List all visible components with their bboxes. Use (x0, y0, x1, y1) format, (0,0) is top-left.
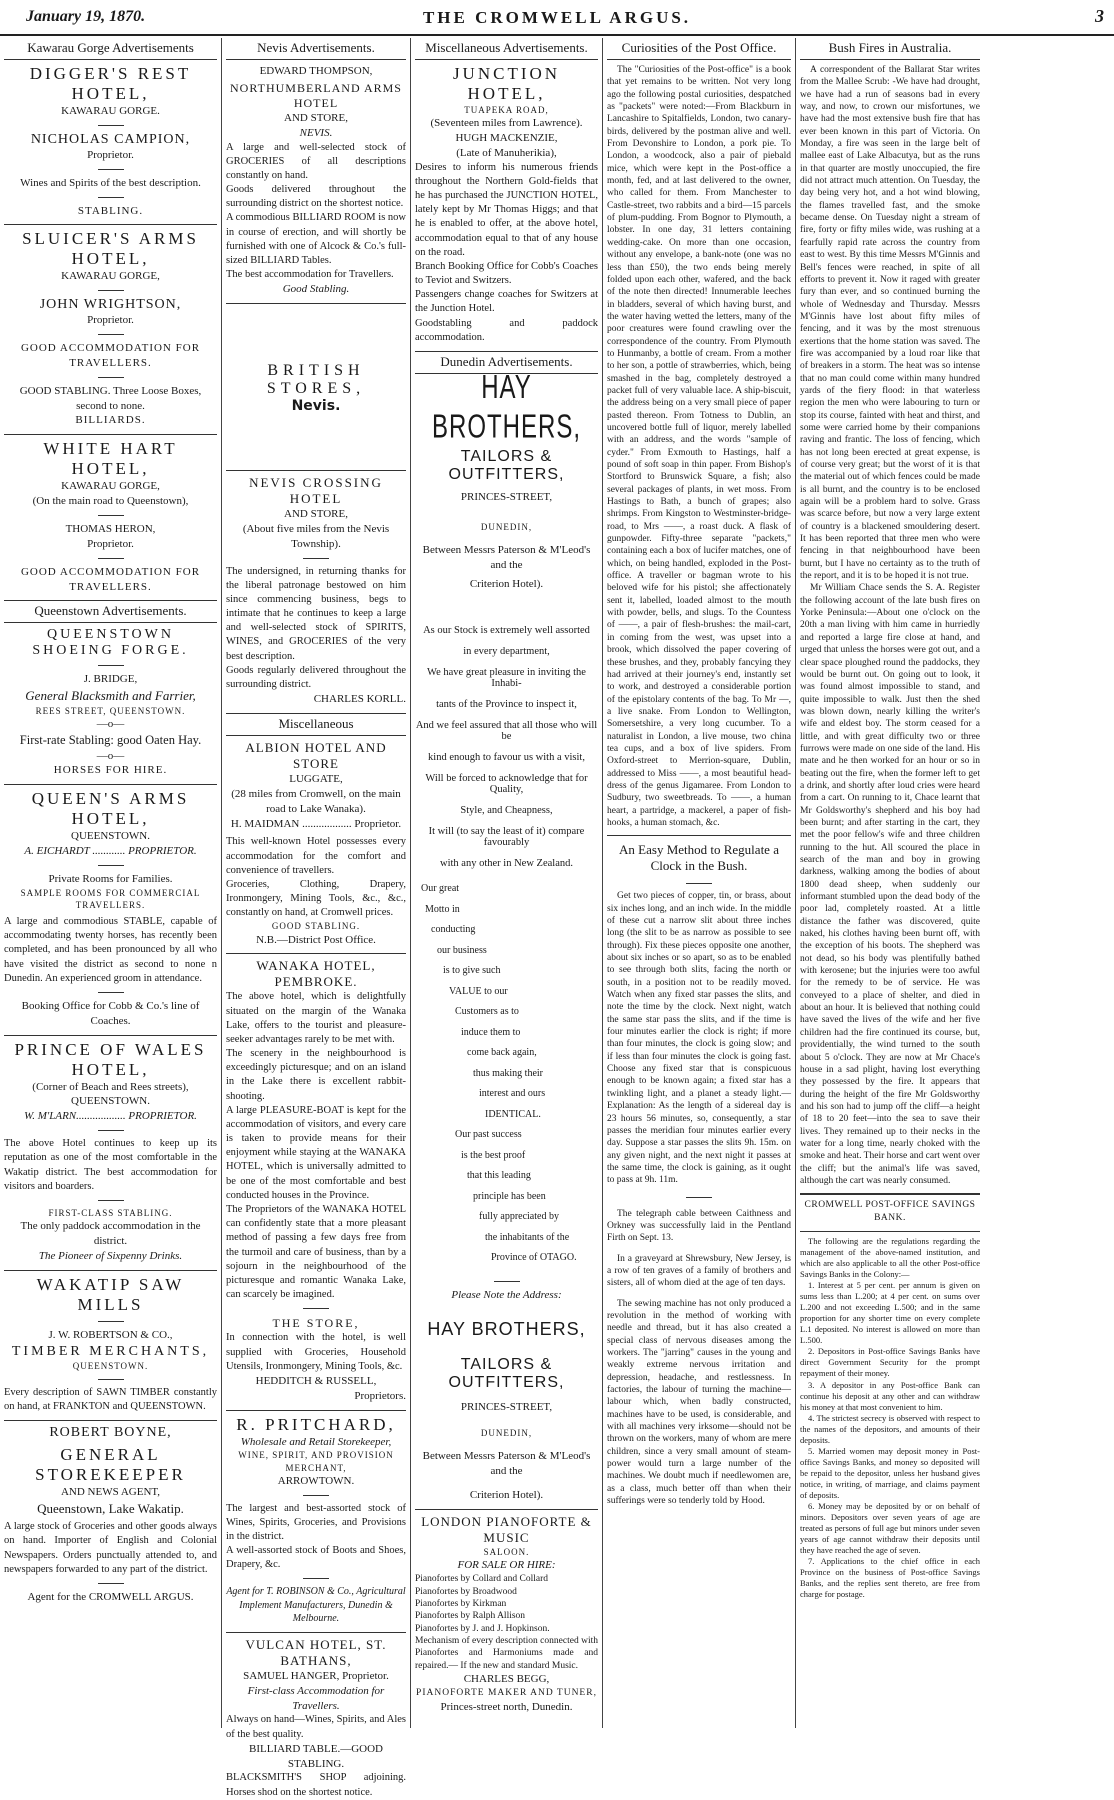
ad-subtitle: AND STORE, (284, 111, 348, 124)
ad-body: Desires to inform his numerous friends throughout the Northern Gold-fields that he has purchased the JUNCTION HOTEL, lately kept by Mr Thomas Higgs; and that he is enabled to offer, at the above hotel, accommodation equal to that of any house on the road. (415, 161, 598, 258)
motto-line: induce them to (461, 1026, 521, 1038)
ad-body: A large and well-selected stock of GROCERIES of all descriptions constantly on hand. (226, 141, 406, 181)
ad-body: Goods delivered throughout the surrounding district on the shortest notice. (226, 184, 406, 210)
ad-role: Proprietor. (87, 537, 134, 550)
ad-body: Always on hand—Wines, Spirits, and Ales of the best quality. (226, 1714, 406, 1740)
ad-line: We have great pleasure in inviting the Inhabi- (427, 667, 586, 690)
ad-title: HAY BROTHERS, (427, 1318, 586, 1339)
ad-title: JUNCTION HOTEL, (452, 64, 561, 103)
section-heading: Miscellaneous Advertisements. (415, 38, 598, 60)
ad-title: ALBION HOTEL AND STORE (245, 740, 387, 772)
ad-footer: HORSES FOR HIRE. (53, 764, 168, 777)
ad-title: LONDON PIANOFORTE & MUSIC (421, 1514, 592, 1546)
article-body: The "Curiosities of the Post-office" is a book that yet remains to be written. Not very long ago the following postal curiosities, despatched as "packets" were noted:—From Blackburn in Lancashire to Spitalfields, London, two canary-birds, delivered by the postman alive and well. From Devonshire to London, a pork pie. To London, a woodcock, also a pair of piebald mice, which were kept in the Post-office a month, fed, and at last delivered to the owner, who called for them. From Manchester to Castle-street, two rabbits and a bird—15 parcels of plum-pudding. From Bognor to Plymouth, a lobster. In one day, 31 letters containing wedding-cake. On more than one occasion, without any envelope, a bank-note (one was no less than £50), the two ends being merely folded upon each other, wafered, and the back of the note then directed! Innumerable leeches in bladders, several of which having burst, and the water having wetted the letters, many of the poor creatures were found crawling over the correspondence of the country. From Plymouth to Hunmanby, a bottle of cream. From a mother to her son, a pottle of strawberries, which, being smashed in the bag, completely destroyed a packet full of very valuable lace. A ship-biscuit, the address being on a very small piece of paper pasted thereon. From Totness to Dublin, an uncovered bottle full of liquor, merely labelled with an address, and the words "sample of cyder." From Exmouth to Hastings, half a pound of soft soap in thin paper. From Bishop's Stortford to Brunswick Square, a fish; also several packages of plants, in wet moss. From Hastings to Bath, a bunch of grapes; also shrimps. From Kingston to Westminster-bridge-road, to Mrs ——, a roast duck. A flask of gunpowder. Fifty-three separate "packets," containing each a box of lucifer matches, one of which, on being handled, exploded in the Post-office. A traveller or bagman wrote to his beloved wife for his pistol; she affectionately sent it, labelled, loaded almost to the mouth with powder, bells, and slugs. To the Countess of ——, a pair of flesh-brushes: the mail-cart, in coming from the west, was upset into a brook, which dissolved the paper covering of these brushes, and they, probably fancying they had arrived at their journey's end, instantly set to work, and destroyed a considerable portion of the epistolary contents of the bag. To Mr —, a live snake. From London to Wellington, Somersetshire, a very long cucumber. To a naturalist in London, a live mouse, two china tea cups, and a box of live spiders. From Oxford-street to Merrion-square, Dublin, addressed to Miss ——, a most beautiful head-dress of the genus Jigamaree. From London to Sudbury, two sweetbreads. To ——, a human heart, a partridge, a mackerel, a paper of fish-hooks, a human stomach, &c. (607, 65, 791, 828)
ad-text: Private Rooms for Families. (48, 872, 173, 885)
motto-line: VALUE to our (449, 985, 508, 997)
ad-subtitle: (Seventeen miles from Lawrence). (430, 117, 583, 130)
ad-line: Style, and Cheapness, (460, 805, 553, 817)
ad-location: KAWARAU GORGE, (61, 270, 160, 283)
ad-text: GOOD STABLING. Three Loose Boxes, second to none. (19, 384, 202, 412)
ad-text: GOOD ACCOMMODATION FOR TRAVELLERS. (20, 342, 201, 369)
ad-northumberland-arms (226, 64, 406, 297)
ad-proprietor: W. M'LARN.................. PROPRIETOR. (24, 1110, 197, 1123)
ad-albion-hotel (226, 740, 406, 947)
ad-line: kind enough to favour us with a visit, (428, 752, 585, 764)
ad-line: As our Stock is extremely well assorted (423, 625, 590, 637)
ad-location: REES STREET, QUEENSTOWN. (35, 705, 186, 716)
ad-proprietor: HUGH MACKENZIE, (455, 131, 558, 144)
motto-line: IDENTICAL. (485, 1108, 541, 1120)
ad-body: The scenery in the neighbourhood is exceedingly picturesque; and on an island in the Lake there is excellent rabbit-shooting. (226, 1048, 406, 1102)
ad-location: Criterion Hotel). (469, 577, 544, 590)
ad-proprietor: EDWARD THOMPSON, (259, 65, 373, 77)
ad-location: KAWARAU GORGE. (61, 105, 160, 117)
ad-title: NORTHUMBERLAND ARMS HOTEL (230, 80, 402, 110)
ad-body: In connection with the hotel, is well supplied with Groceries, Household Utensils, Ironmongery, Mining Tools, &c. (226, 1332, 406, 1372)
ad-title: WHITE HART HOTEL, (43, 439, 178, 479)
ad-text: SAMPLE ROOMS FOR COMMERCIAL TRAVELLERS. (20, 887, 201, 910)
ad-location: Queenstown, Lake Wakatip. (37, 1500, 184, 1516)
ad-prince-of-wales (4, 1040, 217, 1264)
ad-title: GENERAL STOREKEEPER (35, 1444, 186, 1484)
ad-location: DUNEDIN, (480, 521, 533, 532)
ad-body: Passengers change coaches for Switzers at the Junction Hotel. (415, 289, 598, 315)
ad-location: NEVIS. (299, 126, 333, 139)
motto-line: that this leading (467, 1170, 531, 1182)
column-kawarau-queenstown (0, 38, 221, 1728)
article-body: The sewing machine has not only produced a revolution in the method of working with needle and thread, but it has also created a special class of nervous diseases among the workers. The "jarring" causes in the young and weakly extreme nervous irritation and depression, headache, and restlessness. In factories, the labour of turning the machine—labour which, when badly constructed, machines have to be used, is considerable, and with all machines very irksome—should not be thrown on the workers, many of whom are mere children, since a very small amount of steam-power would turn a large number of the machines. We doubt much if needlewomen are, as a class, much better off than when their sufferings were so tenderly told by Hood. (607, 1298, 791, 1507)
ad-location: DUNEDIN, (480, 1427, 533, 1438)
column-nevis-misc (222, 38, 410, 1798)
motto-line: Customers as to (455, 1006, 519, 1018)
ad-body: BLACKSMITH'S SHOP adjoining. Horses shod on the shortest notice. (226, 1772, 406, 1798)
newspaper-title: THE CROMWELL ARGUS. (422, 8, 692, 27)
ad-proprietor: A. EICHARDT ............ PROPRIETOR. (24, 845, 197, 858)
ad-footer: Agent for the CROMWELL ARGUS. (27, 1590, 194, 1603)
hay-brothers-pitch (415, 625, 598, 869)
ad-title: R. PRITCHARD, (236, 1414, 396, 1434)
section-heading: Dunedin Advertisements. (415, 351, 598, 374)
ad-title: PRINCE OF WALES HOTEL, (14, 1039, 207, 1079)
ad-location: QUEENSTOWN. (71, 1095, 150, 1108)
motto-line: conducting (431, 924, 476, 936)
ad-proprietor: CHARLES BEGG, (463, 1673, 550, 1686)
article-body: Mr William Chace sends the S. A. Register the following account of the late bush fires on Yorke Peninsula:—About one o'clock on the 20th a man living with him came in hurriedly and reported a large fire close at hand, and urged that unless the horses were got out, and a clear space ploughed round the paddocks, they would be burnt out. On going out to look, it was found almost impossible to stand, and quite impossible to walk. Just then the shed was blown down, nearly killing the writer's wife and eldest boy. The storm ceased for a little, and with great difficulty two or three furrows were made on one side of the land. His mate and he then worked for an hour or so in beating out the fire, when the former left to get a drink, and shortly after loud cries were heard from a cart. On running to it, Chace learnt that Mr Goldsworthy's shepherd and his boy had been burnt; and after starting in the cart, they met the poor fellow's wife and three children running to the hut. All scoured the place in search of the man and boy in growing darkness, walking among the bodies of about 1800 dead sheep, when suddenly our informant stumbled upon the dead body of the poor lad, completely roasted. At a little distance the father was discovered, quite naked, his clothes having been burnt off, with the exception of his boots. The shepherd was not dead, so his body was plentifully bathed with kerosene; but the injuries were too awful for the remedy to be of service. He was conveyed to a place of shelter, and died in about an hour. It is believed that nothing could have saved the lives of the wife and her five children had the fire continued its course, but, providentially, the wind turned to the south about 5 o'clock. They are now at Mr Chace's house in a sad plight, having lost everything they possessed by the fire. It appears that during the height of the fire Mr Goldsworthy and his son had to jump off the cliff—a height of 18 to 20 feet—into the sea to save their lives. They remained up to their necks in the water for a long time, nearly choked with the smoke and heat. Their horse and cart went over the cliff; but the animal's life was saved, although the cart was nearly consumed. (800, 583, 980, 1186)
ad-proprietor: ROBERT BOYNE, (49, 1424, 172, 1440)
regulation-item: 5. Married women may deposit money in Post-office Savings Banks, and money so deposited will be repaid to the depositor, unless her husband gives notice, in writing, of marriage, and claims payment of deposits. (800, 1445, 980, 1500)
ad-line: tants of the Province to inspect it, (436, 699, 577, 711)
ad-location: Princes-street north, Dunedin. (440, 1700, 573, 1713)
ad-separator: —o— (96, 749, 125, 762)
ad-london-pianoforte (415, 1514, 598, 1714)
column-bush-fires (796, 38, 984, 1728)
motto-line: is the best proof (461, 1149, 526, 1161)
ad-subtitle: AND NEWS AGENT, (60, 1485, 161, 1498)
ad-footer: BILLIARDS. (75, 414, 146, 427)
ad-title: WANAKA HOTEL, PEMBROKE. (256, 958, 376, 990)
ad-signature: CHARLES KORLL. (313, 693, 406, 706)
motto-line: Motto in (425, 903, 460, 915)
regulation-item: 4. The strictest secrecy is observed with respect to the names of the depositors, and amounts of their deposits. (800, 1412, 980, 1445)
ad-body: A commodious BILLIARD ROOM is now in course of erection, and will shortly be furnished with one of Alcock & Co.'s full-sized BILLIARD Tables. (226, 212, 406, 266)
section-heading: Queenstown Advertisements. (4, 600, 217, 623)
section-heading: Kawarau Gorge Advertisements (4, 38, 217, 60)
ad-title: SLUICER'S ARMS HOTEL, (22, 229, 199, 269)
ad-footer: GOOD ACCOMMODATION FOR TRAVELLERS. (20, 565, 201, 593)
ad-proprietor: THOMAS HERON, (65, 522, 156, 535)
regulation-item: 2. Depositors in Post-office Savings Banks have direct Government Security for the prompt repayment of their money. (800, 1346, 980, 1379)
ad-location: QUEENSTOWN. (71, 830, 150, 843)
ad-body: Goods regularly delivered throughout the surrounding district. (226, 664, 406, 690)
ad-wanaka-hotel (226, 958, 406, 1403)
motto-line: Province of OTAGO. (491, 1252, 577, 1264)
ad-body: The best accommodation for Travellers. (226, 269, 394, 281)
ad-trade: TIMBER MERCHANTS, (11, 1344, 210, 1360)
ad-list-item: Pianofortes by Kirkman (415, 1598, 507, 1609)
ad-footer: Good Stabling. (282, 283, 350, 296)
ad-subtitle: (Late of Manuherikia), (456, 146, 557, 159)
ad-trade: General Blacksmith and Farrier, (25, 688, 196, 704)
article-body: The following are the regulations regarding the management of the above-named institution, and which are also applicable to all the other Post-office Savings Banks in the Colony:— (800, 1235, 980, 1280)
ad-wakatip-saw-mills (4, 1275, 217, 1414)
ad-location: Nevis. (291, 398, 341, 415)
ad-vulcan-hotel (226, 1637, 406, 1800)
ad-footer: Agent for T. ROBINSON & Co., Agricultural Implement Manufacturers, Dunedin & Melbourne. (226, 1586, 406, 1625)
ad-location: ARROWTOWN. (277, 1474, 355, 1487)
article-heading: Curiosities of the Post Office. (607, 38, 791, 60)
section-heading: Nevis Advertisements. (226, 38, 406, 60)
ad-proprietor: H. MAIDMAN .................. Proprietor. (230, 817, 402, 830)
article-heading: CROMWELL POST-OFFICE SAVINGS BANK. (804, 1200, 976, 1224)
ad-location: QUEENSTOWN. (72, 1361, 149, 1372)
motto-line: come back again, (467, 1047, 537, 1059)
motto-line: Our great (421, 883, 460, 895)
ad-shoeing-forge (4, 627, 217, 778)
ad-british-stores (226, 362, 406, 414)
ad-separator: —o— (96, 717, 125, 730)
motto-line: is to give such (443, 965, 501, 977)
ad-pritchard (226, 1415, 406, 1626)
ad-text: BILLIARD TABLE.—GOOD STABLING. (249, 1742, 383, 1770)
ad-body: A large stock of Groceries and other goods always on hand. Importer of English and Colonial Newspapers. Orders punctually attended to, and newspapers forwarded to any part of the district. (4, 1521, 217, 1575)
ad-location: PRINCES-STREET, (460, 1400, 553, 1413)
ad-trade: TAILORS & OUTFITTERS, (448, 1355, 565, 1391)
ad-body: The largest and best-assorted stock of Wines, Spirits, Groceries, and Provisions in the district. (226, 1502, 406, 1542)
ad-subtitle: First-class Accommodation for Travellers. (247, 1684, 385, 1712)
ad-subtitle: (On the main road to Queenstown), (32, 495, 189, 508)
ad-proprietor: J. W. ROBERTSON & CO., (48, 1328, 173, 1341)
ad-trade: TAILORS & OUTFITTERS, (448, 447, 565, 483)
ad-text: GOOD STABLING. (271, 921, 361, 932)
ad-body: Every description of SAWN TIMBER constantly on hand, at FRANKTON and QUEENSTOWN. (4, 1386, 217, 1412)
ad-footer: N.B.—District Post Office. (256, 933, 376, 946)
ad-body: A large and commodious STABLE, capable of accommodating twenty horses, has recently been completed, and has been pronounced by all who have visited the district as second to none n Dunedin. An experienced groom in attendance. (4, 916, 217, 984)
column-curiosities (603, 38, 795, 1728)
ad-location: Between Messrs Paterson & M'Leod's and the (422, 543, 591, 571)
regulation-item: 3. A depositor in any Post-office Bank can continue his deposit at any other and can withdraw his money at that most convenient to him. (800, 1379, 980, 1412)
ad-title: HAY BROTHERS, (431, 368, 581, 446)
article-body: The telegraph cable between Caithness and Orkney was successfully laid in the Pentland Firth on Sept. 13. (607, 1208, 791, 1244)
column-misc-dunedin (411, 38, 602, 1728)
ad-title: BRITISH STORES, (266, 362, 366, 398)
ad-title: WAKATIP SAW MILLS (36, 1274, 185, 1314)
page-number: 3 (1095, 6, 1104, 26)
ad-role: Proprietor. (87, 314, 134, 327)
ad-proprietor: JOHN WRIGHTSON, (39, 297, 182, 313)
ad-subtitle: SALOON. (483, 1547, 530, 1558)
ad-subtitle: (28 miles from Cromwell, on the main road to Lake Wanaka). (231, 787, 401, 815)
ad-list-item: Pianofortes by Collard and Collard (415, 1574, 548, 1585)
ad-location: PRINCES-STREET, (460, 490, 553, 503)
ad-line: It will (to say the least of it) compare favourably (428, 826, 585, 849)
ad-line: in every department, (463, 646, 550, 658)
ad-location: KAWARAU GORGE, (61, 480, 160, 493)
ad-subtitle: WINE, SPIRIT, AND PROVISION MERCHANT, (238, 1450, 394, 1473)
ad-body: Groceries, Clothing, Drapery, Ironmongery, Mining Tools, &c., &c., constantly on hand, at Cromwell prices. (226, 878, 406, 919)
ad-body: The Proprietors of the WANAKA HOTEL can confidently state that a more pleasant method of passing a few days free from the turmoil and care of business, than by a sojourn in the neighbourhood of the picturesque and romantic Wanaka Lake, can scarcely be imagined. (226, 1203, 406, 1301)
ad-title: NEVIS CROSSING HOTEL (249, 475, 383, 507)
ad-text: First-rate Stabling: good Oaten Hay. (19, 732, 202, 747)
regulation-item: 7. Applications to the chief office in each Province on the business of Post-office Savings Banks, and the replies sent thereto, are free from charge for postage. (800, 1556, 980, 1600)
ad-body: A large PLEASURE-BOAT is kept for the accommodation of visitors, and every care is taken to provide means for their enjoyment while staying at the WANAKA HOTEL, which is universally admitted to be one of the most comfortable and best conducted houses in the Province. (226, 1104, 406, 1201)
section-heading: Miscellaneous (226, 713, 406, 736)
ad-footer: The Pioneer of Sixpenny Drinks. (38, 1249, 183, 1262)
ad-list-item: Pianofortes by J. and J. Hopkinson. (415, 1623, 550, 1634)
issue-date: January 19, 1870. (26, 8, 146, 25)
motto-line: fully appreciated by (479, 1211, 559, 1223)
ad-location: TUAPEKA ROAD, (464, 105, 549, 115)
motto-line: interest and ours (479, 1088, 546, 1100)
regulation-item: 6. Money may be deposited by or on behalf of minors. Depositors over seven years of age are treated as persons of full age but minors under seven years of age cannot withdraw their deposits until they have reached the age of seven. (800, 1501, 980, 1556)
ad-text: The only paddock accommodation in the district. (20, 1220, 201, 1247)
motto-line: our business (437, 944, 487, 956)
ad-proprietor: SAMUEL HANGER, Proprietor. (243, 1669, 389, 1682)
motto-line: the inhabitants of the (485, 1231, 570, 1243)
article-body: In a graveyard at Shrewsbury, New Jersey, is a row of ten graves of a family of brothers and sisters, all of whom died at the age of ten days. (607, 1253, 791, 1289)
article-body: A correspondent of the Ballarat Star writes from the Mallee Scrub: -We have had drought, we have had a run of seasons bad in every way, and now, to crown our misfortunes, we have had the most extensive bush fire that has ever been known in this part of Victoria. On Monday, a fire was seen in the large belt of mallee east of Lake Albacutya, but as the runs in that quarter are mostly unoccupied, the fire did not attract much attention. On Tuesday, the day being very hot, and a hot wind blowing, the flames travelled fast, and the smoke became dense. On Tuesday night a stream of fire, forty or fifty miles wide, was rushing at a fearfully rapid rate across the country from east to west. By this time Messrs M'Ginnis and Bell's fences were reached, in spite of all efforts to prevent it. Now it raged with greater fury than ever, and so continued burning the whole of Wednesday and Thursday. Messrs M'Ginnis have lost about fifty miles of fencing, and it was by the most strenuous exertions that the home station was saved. The fire was accompanied by a loud roar like that of breakers in a storm. The heat was so intense that no man could come within many hundred yards of the fiery flood: in that waterless region the men who were labouring to turn or stop its course, fainted with heat and thirst, and some were carried home by their companions raving and frantic. The loss of fencing, which has not long been erected at great expense, is of course very great; but the worst of it is that the material out of which fences could be made is all burnt, and the country is to be enclosed again will be a problem hard to solve. Grass was scarce before, but now a very large extent of country is a blackened smouldering desert. It has been reported that three men who were fencing in that neighbourhood have been burnt, but I have no certainty as to the truth of the report, and it is to be hoped it is not true. (800, 65, 980, 582)
ad-body: The above Hotel continues to keep up its reputation as one of the most comfortable in the Wakatip district. The best accommodation for visitors and boarders. (4, 1138, 217, 1192)
regulation-item: 1. Interest at 5 per cent. per annum is given on sums less than L.200; at 4 per cent. on sums over L.200 and not exceeding L.500; and in the same proportion for any shorter time on every complete L.1 deposited. No interest is allowed on more than L.500. (800, 1280, 980, 1346)
ad-location: Criterion Hotel). (469, 1489, 544, 1502)
ad-diggers-rest (4, 64, 217, 218)
ad-body: This well-known Hotel possesses every accommodation for the comfort and convenience of travellers. (226, 836, 406, 876)
ad-body: A well-assorted stock of Boots and Shoes, Drapery, &c. (226, 1545, 406, 1571)
ad-footer: Booking Office for Cobb & Co.'s line of Coaches. (21, 999, 200, 1027)
article-heading: An Easy Method to Regulate a Clock in the Bush. (619, 842, 779, 874)
ad-queens-arms (4, 789, 217, 1028)
article-heading: Bush Fires in Australia. (800, 38, 980, 60)
motto-line: Our past success (455, 1129, 522, 1141)
ad-note: Please Note the Address: (451, 1288, 562, 1301)
ad-body: The undersigned, in returning thanks for the liberal patronage bestowed on him since commencing business, begs to intimate that he continues to keep a large and well-selected stock of SPIRITS, WINES, and GROCERIES of the very best description. (226, 565, 406, 662)
ad-body: Branch Booking Office for Cobb's Coaches to Teviot and Switzers. (415, 260, 598, 287)
ad-subtitle: FOR SALE OR HIRE: (457, 1559, 556, 1572)
ad-body: Goodstabling and paddock accommodation. (415, 317, 598, 343)
ad-subtitle: THE STORE, (272, 1316, 360, 1331)
motto-line: principle has been (473, 1190, 546, 1202)
ad-location: LUGGATE, (289, 773, 343, 786)
ad-proprietor: NICHOLAS CAMPION, (30, 131, 191, 147)
ad-subtitle: AND STORE, (284, 508, 348, 521)
ad-title: VULCAN HOTEL, ST. BATHANS, (245, 1636, 387, 1668)
ad-title: QUEEN'S ARMS HOTEL, (31, 789, 190, 829)
ad-role: Proprietor. (87, 148, 134, 161)
ad-line: And we feel assured that all those who will be (415, 720, 598, 743)
ad-sluicers-arms (4, 229, 217, 428)
ad-subtitle: (Corner of Beach and Rees streets), (32, 1080, 189, 1093)
ad-white-hart (4, 439, 217, 594)
ad-proprietor: J. BRIDGE, (83, 673, 138, 686)
ad-text: FIRST-CLASS STABLING. (48, 1207, 173, 1218)
ad-footer: STABLING. (77, 204, 144, 217)
motto-line: thus making their (473, 1067, 543, 1079)
ad-signature: Proprietors. (354, 1389, 406, 1402)
ad-title: QUEENSTOWN SHOEING FORGE. (32, 627, 189, 659)
ad-line: with any other in New Zealand. (440, 858, 573, 870)
masthead (0, 0, 1114, 36)
ad-signature: HEDDITCH & RUSSELL, (255, 1374, 377, 1387)
ad-list-item: Pianofortes by Broadwood (415, 1586, 517, 1597)
article-body: Get two pieces of copper, tin, or brass, about six inches long, and an inch wide. In the middle of these cut a narrow slit about three inches long (the slit to be as narrow as possible to see through). Fix these pieces opposite one another, about six inches or so apart, so as to be enabled to see through both slits, facing the north or south, in a position not to be readily moved. Watch when any fixed star passes the slits, and note the time by the clock. Next night, watch the same star pass the slits, and if the time is four minutes earlier the clock is right; if more than four minutes, the clock is going slow; and if less than four minutes the clock is going fast. Choose any fixed star that is conspicuous enough to be known again; a fixed star has a twinkling light, and a planet a steady light.—Explanation: As the length of a sidereal day is 23 hours 56 minutes, so, consequently, a star passes the meridian four minutes earlier every day. Suppose a star passes the slits 9h. 15m. on any given night, and the next night it passes at the same time, the clock is gaining, as it ought to pass at 9h. 11m. (607, 891, 791, 1186)
ad-title: DIGGER'S REST HOTEL, (29, 64, 192, 103)
ad-location: Between Messrs Paterson & M'Leod's and the (422, 1449, 591, 1477)
ad-robert-boyne (4, 1425, 217, 1605)
ad-hay-brothers (415, 368, 598, 1503)
ad-nevis-crossing (226, 475, 406, 707)
ad-list-item: Pianofortes by Ralph Allison (415, 1611, 526, 1622)
ad-junction-hotel (415, 64, 598, 345)
ad-body: Mechanism of every description connected with Pianofortes and Harmoniums made and repaired.— If the new and standard Music. (415, 1635, 598, 1671)
ad-subtitle: Wholesale and Retail Storekeeper, (240, 1435, 392, 1448)
ad-trade: PIANOFORTE MAKER AND TUNER, (416, 1687, 597, 1698)
ad-line: Will be forced to acknowledge that for Quality, (425, 773, 588, 796)
ad-subtitle: (About five miles from the Nevis Township). (242, 522, 390, 550)
ad-text: Wines and Spirits of the best description. (20, 176, 201, 189)
ad-body: The above hotel, which is delightfully situated on the margin of the Wanaka Lake, offers to the tourist and pleasure-seeker advantages rarely to be met with. (226, 991, 406, 1045)
hay-brothers-motto (415, 879, 598, 1269)
